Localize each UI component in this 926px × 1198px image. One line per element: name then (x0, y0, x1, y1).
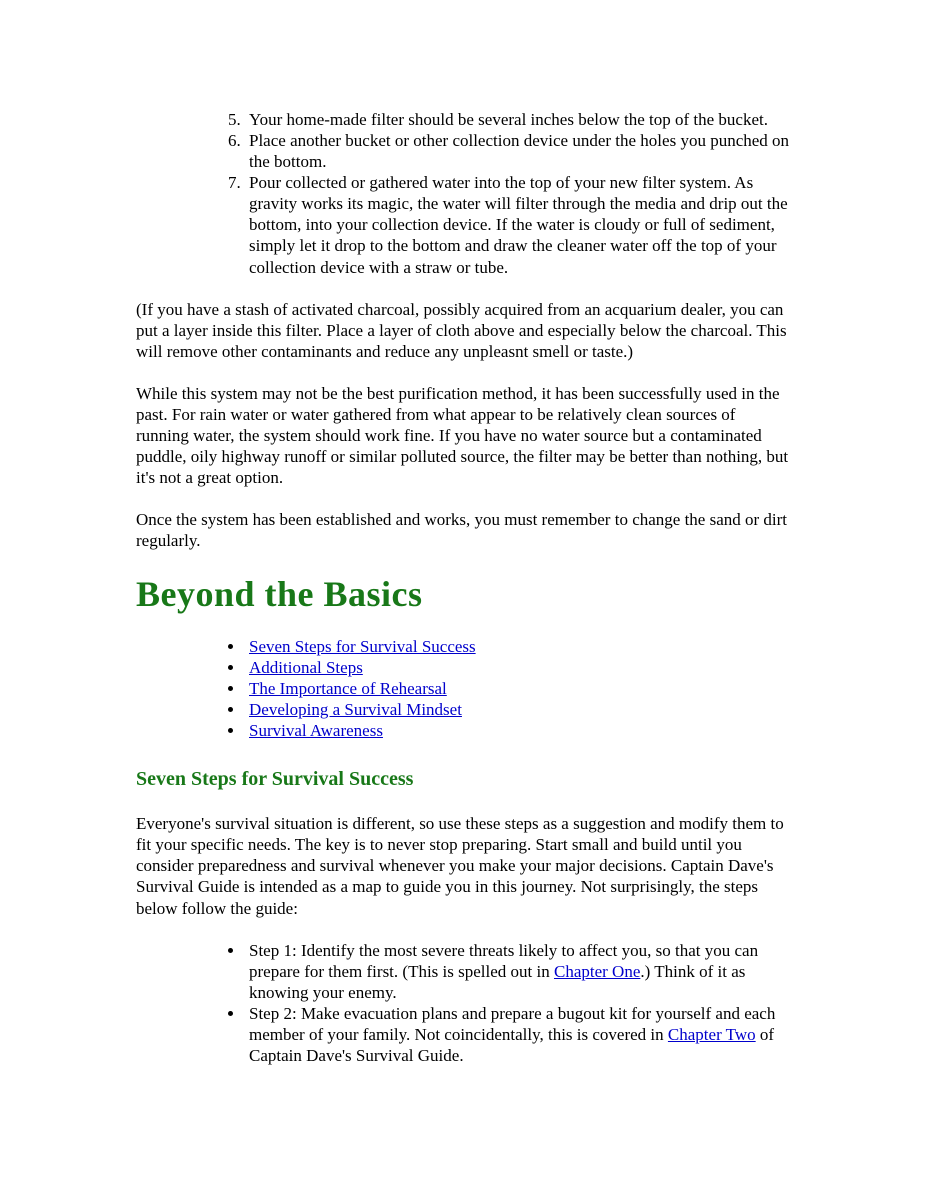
toc-link-importance-of-rehearsal[interactable]: The Importance of Rehearsal (249, 679, 447, 699)
toc-link-seven-steps[interactable]: Seven Steps for Survival Success (249, 637, 476, 656)
survival-steps-list (136, 940, 790, 1066)
paragraph-maintenance: Once the system has been established and works, you must remember to change the sand or dirt regularly. (136, 510, 788, 551)
heading-beyond-the-basics: Beyond the Basics (136, 574, 423, 615)
toc-link-survival-mindset[interactable]: Developing a Survival Mindset (249, 700, 462, 720)
chapter-one-link[interactable]: Chapter One (553, 961, 641, 981)
paragraph-seven-steps-intro: Everyone's survival situation is different, so use these steps as a suggestion and modify them to fit your specific needs. The key is to never stop preparing. Start small and build until you consider preparedness and survival whenever you make your major decisions. Captain Dave's Survival Guide is intended as a map to guide you in this journey. Not surprisingly, the steps below follow the guide: (136, 814, 784, 918)
step-text-post: of Captain Dave's Survival Guide. (249, 1024, 775, 1065)
toc-list-item (245, 678, 790, 699)
toc-list-item (245, 699, 790, 720)
filter-instructions-list (136, 109, 790, 278)
filter-step-item: 7. Pour collected or gathered water into the top of your new filter system. As gravity works its magic, the water will filter through the media and drip out the bottom, into your collection device. If the water is cloudy or full of sediment, simply let it drop to the bottom and draw the cleaner water off the top of your collection device with a straw or tube. (245, 172, 790, 277)
chapter-two-link[interactable]: Chapter Two (667, 1024, 756, 1044)
filter-step-item: 6. Place another bucket or other collection device under the holes you punched on the bottom. (245, 130, 790, 172)
toc-link-survival-awareness[interactable]: Survival Awareness (249, 721, 383, 741)
toc-list-item (245, 657, 790, 678)
paragraph-charcoal-note: (If you have a stash of activated charcoal, possibly acquired from an acquarium dealer, you can put a layer inside this filter. Place a layer of cloth above and especially below the charcoal. This will remove other contaminants and reduce any unpleasnt smell or taste.) (136, 299, 787, 361)
step-text-post: .) Think of it as knowing your enemy. (249, 961, 746, 1002)
toc-link-additional-steps[interactable]: Additional Steps (249, 658, 363, 678)
step-text-pre: Step 1: Identify the most severe threats likely to affect you, so that you can prepare for them first. (This is spelled out in (249, 940, 759, 981)
toc-list-item (245, 636, 790, 657)
survival-step-item (245, 940, 790, 1003)
survival-step-item (245, 1003, 790, 1066)
toc-link-list (136, 636, 790, 741)
filter-step-item: 5. Your home-made filter should be several inches below the top of the bucket. (245, 109, 790, 130)
paragraph-system-effectiveness: While this system may not be the best purification method, it has been successfully used in the past. For rain water or water gathered from what appear to be relatively clean sources of running water, the system should work fine. If you have no water source but a contaminated puddle, oily highway runoff or similar polluted source, the filter may be better than nothing, but it's not a great option. (136, 383, 789, 488)
toc-list-item (245, 720, 790, 741)
heading-seven-steps-for-survival-success: Seven Steps for Survival Success (136, 768, 414, 791)
step-text-pre: Step 2: Make evacuation plans and prepare a bugout kit for yourself and each member of your family. Not coincidentally, this is covered in (249, 1003, 776, 1044)
